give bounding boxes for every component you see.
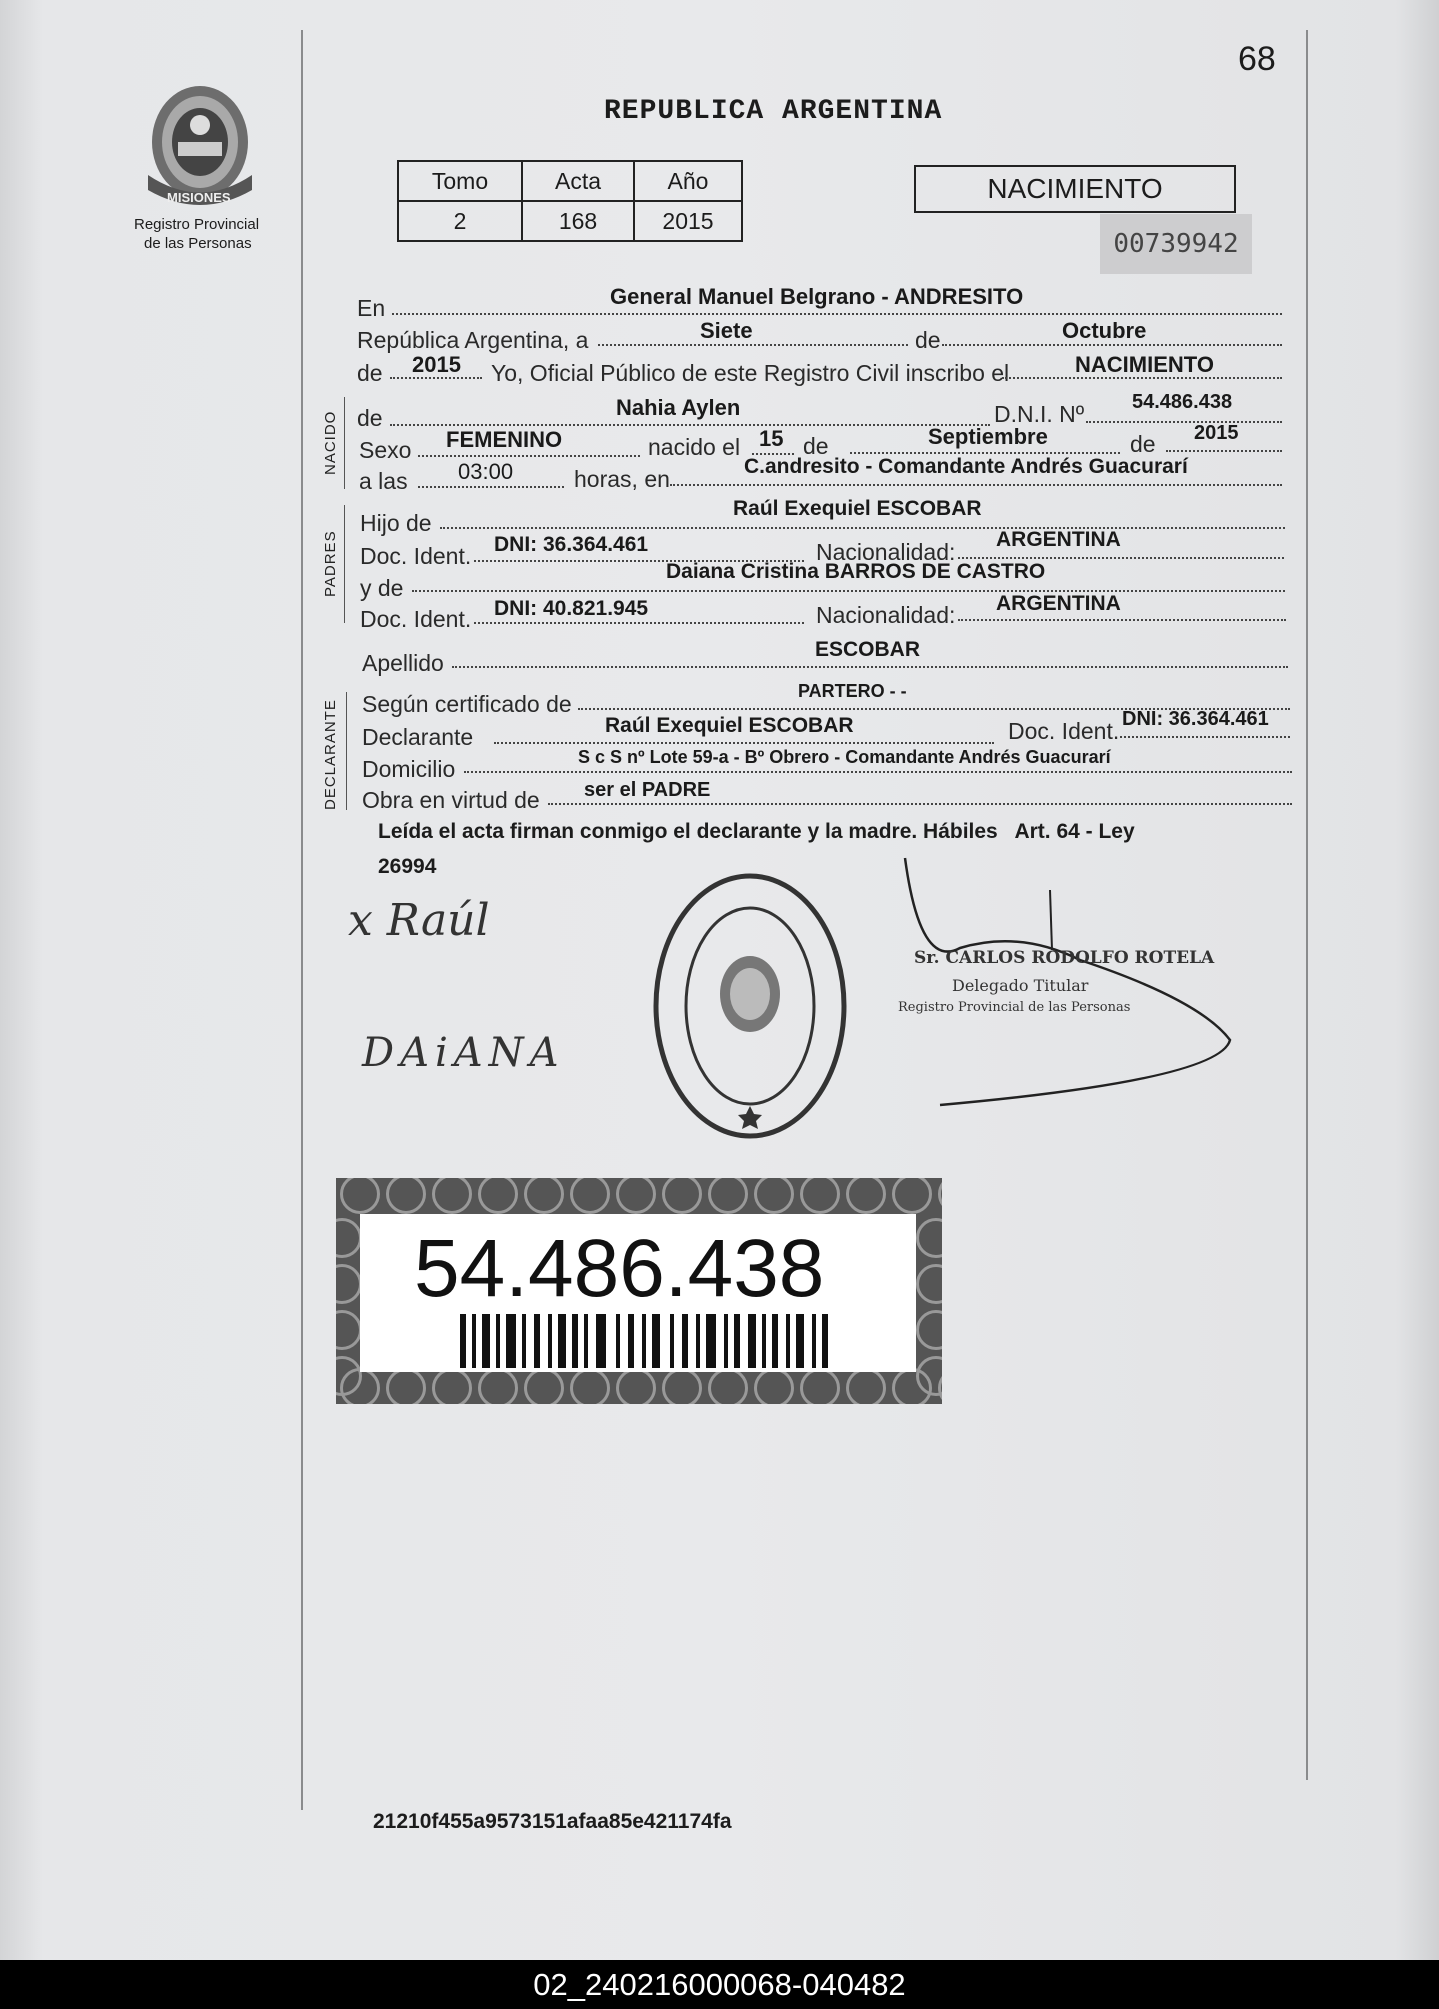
value-dia-nac: 15 bbox=[759, 426, 784, 451]
sticker-pattern-mark bbox=[570, 1368, 610, 1404]
officer-office: Registro Provincial de las Personas bbox=[898, 1000, 1131, 1015]
label-doc-ident-declarante: Doc. Ident. bbox=[1008, 718, 1120, 744]
sticker-pattern-mark bbox=[524, 1368, 564, 1404]
value-madre-doc: DNI: 40.821.945 bbox=[494, 597, 649, 620]
value-declarante-doc: DNI: 36.364.461 bbox=[1122, 708, 1269, 730]
barcode-panel bbox=[360, 1214, 916, 1372]
label-a-las: a las bbox=[359, 468, 408, 494]
sticker-pattern-mark bbox=[708, 1368, 748, 1404]
value-mes-nac: Septiembre bbox=[928, 424, 1048, 449]
side-label-declarante: DECLARANTE bbox=[322, 699, 339, 810]
label-sexo: Sexo bbox=[359, 437, 412, 463]
sticker-pattern-mark bbox=[336, 1264, 362, 1304]
sticker-pattern-mark bbox=[800, 1368, 840, 1404]
sticker-pattern-mark bbox=[938, 1178, 942, 1214]
official-seal bbox=[650, 870, 850, 1142]
left-margin-line bbox=[301, 30, 303, 1810]
padres-bar bbox=[344, 505, 345, 623]
value-lugar-nac: C.andresito - Comandante Andrés Guacurarí bbox=[744, 455, 1188, 478]
doc-type: NACIMIENTO bbox=[987, 173, 1163, 204]
label-dni: D.N.I. Nº bbox=[994, 401, 1085, 427]
sticker-pattern-mark bbox=[662, 1178, 702, 1214]
sticker-pattern-mark bbox=[570, 1178, 610, 1214]
value-obra: ser el PADRE bbox=[584, 779, 711, 801]
serial-number: 00739942 bbox=[1113, 229, 1239, 259]
dots-madre-nac bbox=[958, 619, 1286, 621]
dots-madre-doc bbox=[474, 622, 804, 624]
label-yo: Yo, Oficial Público de este Registro Civil inscribo el bbox=[491, 360, 1010, 386]
logo-bottom-text: MISIONES bbox=[167, 190, 231, 205]
seal-icon bbox=[650, 870, 850, 1142]
dots-anio-nac bbox=[1166, 450, 1282, 452]
sticker-pattern-mark bbox=[846, 1368, 886, 1404]
value-anio: 2015 bbox=[412, 352, 461, 377]
label-en: En bbox=[357, 295, 386, 321]
label-de-mes: de bbox=[915, 327, 941, 353]
file-id-bar bbox=[0, 1960, 1439, 2009]
value-hora: 03:00 bbox=[458, 459, 514, 484]
label-domicilio: Domicilio bbox=[362, 756, 456, 782]
value-madre-nac: ARGENTINA bbox=[996, 592, 1121, 615]
label-hijo-de: Hijo de bbox=[360, 510, 432, 536]
sticker-pattern-mark bbox=[892, 1178, 932, 1214]
dots-padre-nac bbox=[958, 557, 1284, 559]
ref-value-anio: 2015 bbox=[634, 201, 742, 241]
label-de-nombre: de bbox=[357, 405, 383, 431]
country-heading: REPUBLICA ARGENTINA bbox=[604, 96, 943, 127]
sticker-pattern-mark bbox=[336, 1310, 362, 1350]
label-de-anio: de bbox=[357, 360, 383, 386]
sticker-pattern-mark bbox=[524, 1178, 564, 1214]
value-domicilio: S c S nº Lote 59-a - Bº Obrero - Comandante Andrés Guacurarí bbox=[578, 747, 1111, 767]
dots-nombre bbox=[390, 424, 990, 426]
nacido-bar bbox=[344, 397, 345, 489]
label-de-anio-nac: de bbox=[1130, 431, 1156, 457]
dots-dni bbox=[1086, 421, 1282, 423]
side-label-nacido: NACIDO bbox=[322, 410, 339, 475]
dots-domicilio bbox=[464, 771, 1292, 773]
value-dia: Siete bbox=[700, 318, 753, 343]
label-republica: República Argentina, a bbox=[357, 327, 589, 353]
signature-declarante: x Raúl bbox=[348, 895, 490, 946]
value-madre: Daiana Cristina BARROS DE CASTRO bbox=[666, 560, 1046, 583]
ref-header-anio: Año bbox=[634, 161, 742, 201]
dots-en bbox=[392, 313, 1282, 315]
dots-madre bbox=[412, 590, 1285, 592]
value-certificado: PARTERO - - bbox=[798, 681, 907, 701]
label-de-mes-nac: de bbox=[803, 433, 829, 459]
sticker-pattern-mark bbox=[662, 1368, 702, 1404]
sticker-pattern-mark bbox=[616, 1178, 656, 1214]
barcode-sticker bbox=[336, 1178, 942, 1404]
sticker-pattern-mark bbox=[846, 1178, 886, 1214]
sticker-pattern-mark bbox=[708, 1178, 748, 1214]
label-segun: Según certificado de bbox=[362, 691, 572, 717]
declarante-bar bbox=[346, 692, 347, 810]
dots-declarante-doc bbox=[1120, 736, 1290, 738]
value-dni: 54.486.438 bbox=[1132, 391, 1233, 413]
value-padre: Raúl Exequiel ESCOBAR bbox=[733, 497, 982, 520]
value-declarante: Raúl Exequiel ESCOBAR bbox=[605, 714, 854, 737]
file-id: 02_240216000068-040482 bbox=[533, 1967, 906, 2002]
sticker-pattern-mark bbox=[478, 1178, 518, 1214]
ref-value-tomo: 2 bbox=[398, 201, 522, 241]
dots-declarante bbox=[494, 742, 994, 744]
sticker-pattern-mark bbox=[340, 1178, 380, 1214]
value-anio-nac: 2015 bbox=[1194, 422, 1239, 444]
label-apellido: Apellido bbox=[362, 650, 444, 676]
sticker-pattern-mark bbox=[478, 1368, 518, 1404]
closing-text-2: 26994 bbox=[378, 855, 437, 878]
label-doc-ident-padre: Doc. Ident. bbox=[360, 543, 472, 569]
value-padre-doc: DNI: 36.364.461 bbox=[494, 533, 649, 556]
value-lugar: General Manuel Belgrano - ANDRESITO bbox=[610, 284, 1024, 309]
value-sexo: FEMENINO bbox=[446, 427, 563, 452]
dots-hora bbox=[418, 486, 564, 488]
ref-value-acta: 168 bbox=[522, 201, 634, 241]
sticker-pattern-mark bbox=[916, 1218, 942, 1258]
closing-text-1: Leída el acta firman conmigo el declarante y la madre. Hábiles Art. 64 - Ley bbox=[378, 820, 1135, 843]
dots-apellido bbox=[452, 666, 1288, 668]
sticker-pattern-mark bbox=[892, 1368, 932, 1404]
barcode-bars-icon bbox=[460, 1314, 830, 1368]
label-declarante: Declarante bbox=[362, 724, 474, 750]
sticker-pattern-mark bbox=[916, 1264, 942, 1304]
sticker-pattern-mark bbox=[340, 1368, 380, 1404]
sticker-pattern-mark bbox=[432, 1178, 472, 1214]
ref-header-acta: Acta bbox=[522, 161, 634, 201]
barcode-number: 54.486.438 bbox=[414, 1223, 825, 1314]
side-label-padres: PADRES bbox=[322, 530, 339, 597]
dots-mes bbox=[942, 344, 1282, 346]
serial-stamp bbox=[1100, 214, 1252, 274]
dots-padre bbox=[440, 527, 1285, 529]
sticker-pattern-mark bbox=[616, 1368, 656, 1404]
value-nombre: Nahia Aylen bbox=[616, 395, 741, 420]
value-acto: NACIMIENTO bbox=[1075, 352, 1214, 377]
dots-mes-nac bbox=[850, 452, 1120, 454]
value-mes: Octubre bbox=[1062, 318, 1147, 343]
logo-caption-1: Registro Provincial bbox=[134, 216, 260, 233]
officer-title: Delegado Titular bbox=[952, 976, 1089, 995]
sticker-pattern-mark bbox=[336, 1218, 362, 1258]
sticker-pattern-mark bbox=[432, 1368, 472, 1404]
label-nacido: nacido el bbox=[648, 434, 741, 460]
ref-header-tomo: Tomo bbox=[398, 161, 522, 201]
logo-caption-2: de las Personas bbox=[144, 235, 252, 252]
sticker-pattern-mark bbox=[754, 1368, 794, 1404]
label-horas: horas, en bbox=[574, 466, 670, 492]
doc-type-box bbox=[914, 165, 1236, 213]
reference-table bbox=[397, 160, 743, 242]
label-obra: Obra en virtud de bbox=[362, 787, 540, 813]
sticker-pattern-mark bbox=[754, 1178, 794, 1214]
officer-name: Sr. CARLOS RODOLFO ROTELA bbox=[914, 948, 1215, 968]
label-y-de: y de bbox=[360, 575, 404, 601]
label-doc-ident-madre: Doc. Ident. bbox=[360, 606, 472, 632]
label-nacionalidad-padre: Nacionalidad: bbox=[816, 539, 956, 565]
page-number: 68 bbox=[1238, 40, 1276, 78]
dots-obra bbox=[548, 803, 1292, 805]
sticker-pattern-mark bbox=[800, 1178, 840, 1214]
sticker-pattern-mark bbox=[386, 1368, 426, 1404]
signature-madre: DAiANA bbox=[362, 1030, 565, 1076]
label-nacionalidad-madre: Nacionalidad: bbox=[816, 602, 956, 628]
dots-sexo bbox=[418, 455, 640, 457]
right-margin-line bbox=[1306, 30, 1308, 1780]
sticker-pattern-mark bbox=[386, 1178, 426, 1214]
sticker-pattern-mark bbox=[916, 1310, 942, 1350]
value-apellido: ESCOBAR bbox=[815, 638, 921, 661]
document-hash: 21210f455a9573151afaa85e421174fa bbox=[373, 1810, 732, 1833]
dots-dia bbox=[598, 344, 908, 346]
value-padre-nac: ARGENTINA bbox=[996, 528, 1121, 551]
dots-lugar-nac bbox=[670, 484, 1282, 486]
